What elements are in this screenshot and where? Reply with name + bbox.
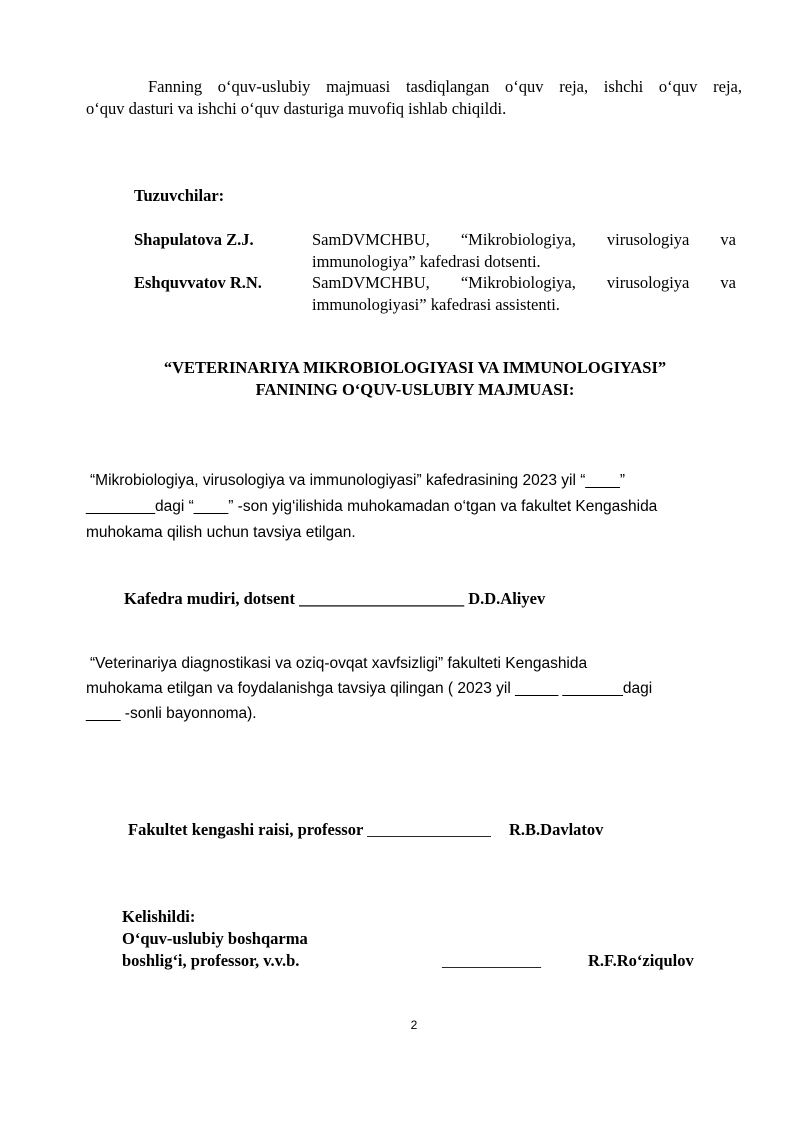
council-chair-label: Fakultet kengashi raisi, professor (128, 820, 363, 839)
dept-approval-line-1: “Mikrobiologiya, virusologiya va immunologiyasi” kafedrasining 2023 yil “____” (90, 472, 625, 489)
author-name-1: Shapulatova Z.J. (134, 230, 254, 249)
faculty-approval-line-3: ____ -sonli bayonnoma). (86, 705, 257, 722)
intro-paragraph (86, 76, 742, 120)
council-chair-sign-line: _______________ (367, 820, 491, 839)
author-desc-2-line-2: immunologiyasi” kafedrasi assistenti. (312, 295, 560, 314)
dept-head-name: D.D.Aliyev (468, 589, 546, 608)
agreed-sign-line: ____________ (442, 951, 541, 970)
document-title (60, 357, 770, 401)
agreed-heading: Kelishildi: (122, 907, 196, 926)
author-desc-1-line-1: SamDVMCHBU, “Mikrobiologiya, virusologiya va (312, 230, 736, 249)
intro-line-2: o‘quv dasturi va ishchi o‘quv dasturiga muvofiq ishlab chiqildi. (86, 99, 507, 118)
dept-approval-line-3: muhokama qilish uchun tavsiya etilgan. (86, 524, 356, 541)
council-chair-signature (128, 819, 603, 841)
author-desc-1 (312, 229, 736, 273)
author-desc-2-line-1: SamDVMCHBU, “Mikrobiologiya, virusologiya va (312, 273, 736, 292)
author-desc-1-line-2: immunologiya” kafedrasi dotsenti. (312, 252, 541, 271)
intro-line-1: Fanning o‘quv-uslubiy majmuasi tasdiqlangan o‘quv reja, ishchi o‘quv reja, (148, 77, 742, 96)
author-desc-2 (312, 272, 736, 316)
faculty-approval-line-1: “Veterinariya diagnostikasi va oziq-ovqat xavfsizligi” fakulteti Kengashida (90, 655, 588, 672)
faculty-approval-paragraph (86, 651, 746, 726)
page-number: 2 (410, 1018, 418, 1032)
dept-head-signature (124, 588, 545, 610)
dept-approval-line-2: ________dagi “____” -son yig‘ilishida muhokamadan o‘tgan va fakultet Kengashida (86, 498, 658, 515)
dept-head-label: Kafedra mudiri, dotsent (124, 589, 295, 608)
dept-approval-paragraph (86, 468, 746, 546)
authors-heading: Tuzuvchilar: (134, 186, 225, 205)
author-name-2: Eshquvvatov R.N. (134, 273, 262, 292)
faculty-approval-line-2: muhokama etilgan va foydalanishga tavsiya qilingan ( 2023 yil _____ _______dagi (86, 680, 653, 697)
agreed-line-2: boshlig‘i, professor, v.v.b. (122, 951, 300, 970)
agreed-name: R.F.Ro‘ziqulov (588, 951, 694, 970)
agreed-block (122, 906, 308, 972)
dept-head-sign-line: ____________________ (299, 589, 465, 608)
title-line-2: FANINING O‘QUV-USLUBIY MAJMUASI: (255, 380, 575, 399)
agreed-line-1: O‘quv-uslubiy boshqarma (122, 929, 308, 948)
title-line-1: “VETERINARIYA MIKROBIOLOGIYASI VA IMMUNOLOGIYASI” (163, 358, 667, 377)
council-chair-name: R.B.Davlatov (509, 820, 604, 839)
